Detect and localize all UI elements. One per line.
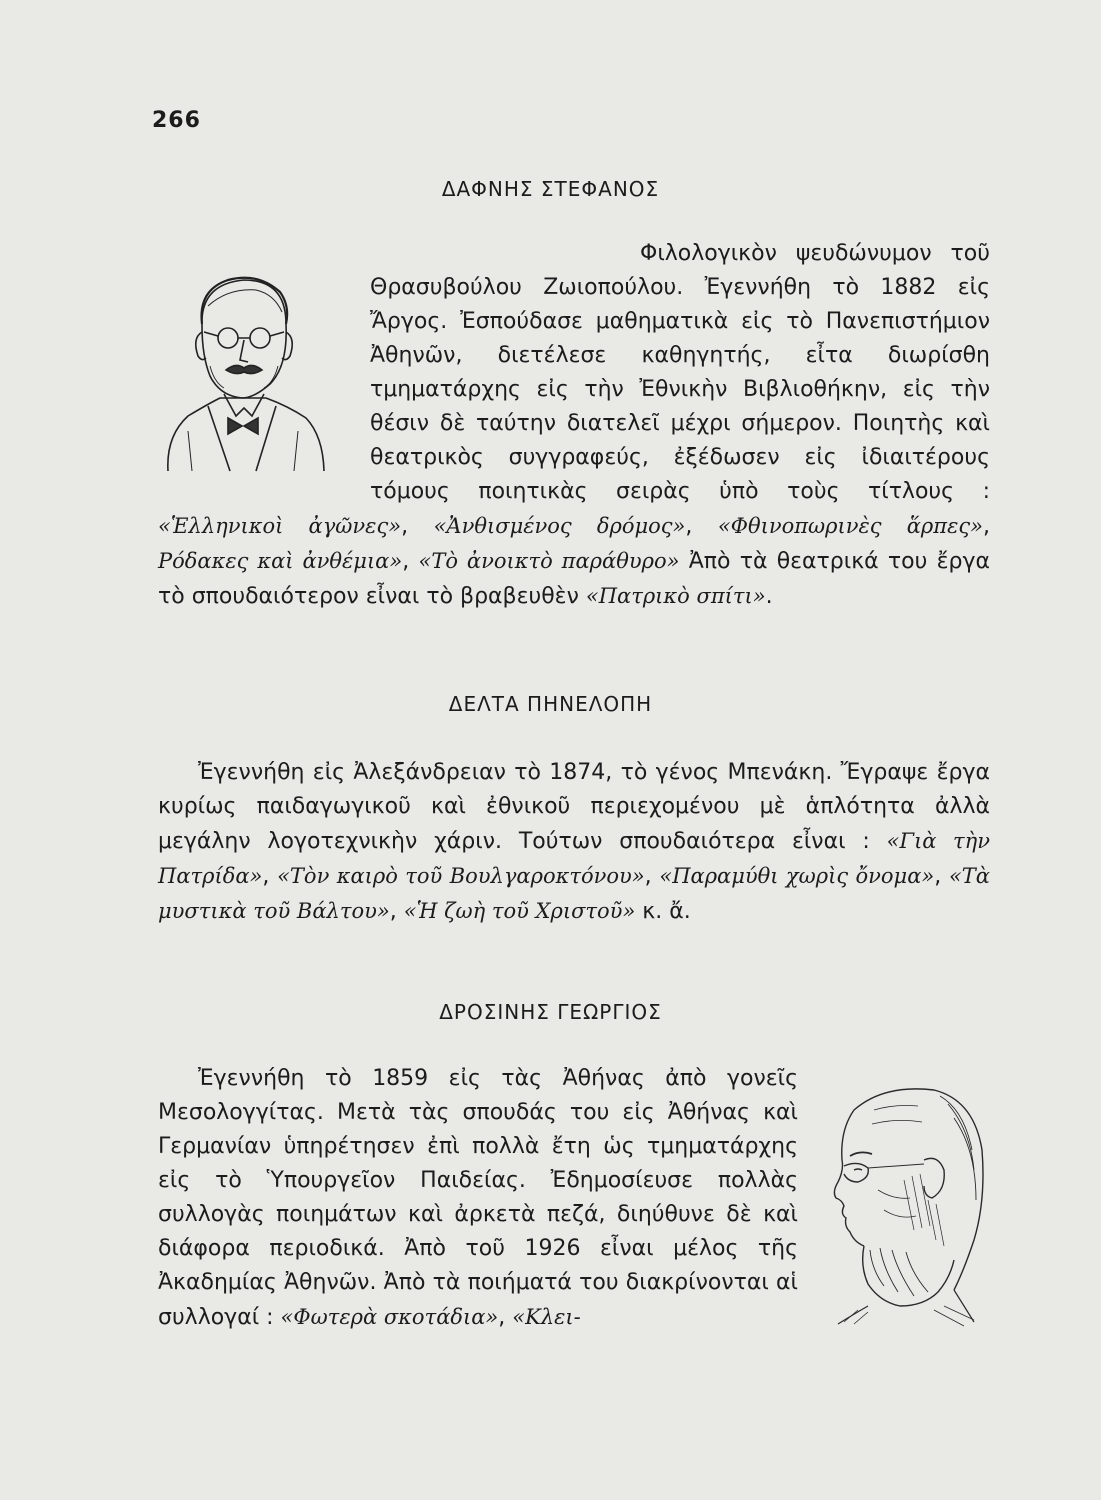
entry-text: Ἐγεννήθη τὸ 1859 εἰς τὰς Ἀθήνας ἀπὸ γονεῖς Μεσολογγίτας. Μετὰ τὰς σπουδάς του εἰς Ἀθήνας καὶ Γερμανίαν ὑπηρέτησεν ἐπὶ πολλὰ ἔτη ὡς τμηματάρχης εἰς τὸ Ὑπουργεῖον Παιδείας. Ἐδημοσίευσε πολλὰς συλλογὰς ποιημάτων καὶ ἀρκετὰ πεζά, διηύθυνε δὲ καὶ διάφορα περιοδικά. Ἀπὸ τοῦ 1926 εἶναι μέλος τῆς Ἀκαδημίας Ἀθηνῶν. Ἀπὸ τὰ ποιήματά του διακρίνονται αἱ συλλογαί : <box>158 1066 798 1330</box>
entry-text: κ. ἄ. <box>635 899 691 924</box>
separator: , <box>262 864 278 889</box>
book-title: «Ἑλληνικοὶ ἀγῶνες» <box>158 514 402 538</box>
entry-heading-drosinis: ΔΡΟΣΙΝΗΣ ΓΕΩΡΓΙΟΣ <box>439 1000 662 1024</box>
book-title: «Τὸν καιρὸ τοῦ Βουλγαροκτόνου» <box>277 864 645 888</box>
entry-body-drosinis <box>158 1062 798 1335</box>
separator: , <box>389 899 404 924</box>
play-title: «Πατρικὸ σπίτι» <box>585 584 766 608</box>
separator: , <box>644 864 660 889</box>
entry-text: Φιλολογικὸν ψευδώνυμον τοῦ Θρασυβούλου Ζωιοπούλου. Ἐγεννήθη τὸ 1882 εἰς Ἄργος. Ἐσπούδασε μαθηματικὰ εἰς τὸ Πανεπιστήμιον Ἀθηνῶν, διετέλεσε καθηγητής, εἶτα διωρίσθη τμηματάρχης εἰς τὴν Ἐθνικὴν Βιβλιοθήκην, εἰς τὴν θέσιν δὲ ταύτην διατελεῖ μέχρι σήμερον. Ποιητὴς καὶ θεατρικὸς συγγραφεύς, ἐξέδωσεν εἰς ἰδιαιτέρους τόμους ποιητικὰς σειρὰς ὑπὸ τοὺς τίτλους : <box>370 241 990 504</box>
entry-body-delta <box>158 756 990 929</box>
separator: , <box>402 549 419 574</box>
book-title: «Φωτερὰ σκοτάδια» <box>280 1305 499 1329</box>
entry-heading-dafnis: ΔΑΦΝΗΣ ΣΤΕΦΑΝΟΣ <box>441 177 660 201</box>
entry-text: . <box>765 584 773 609</box>
separator: , <box>982 514 990 539</box>
page-number: 266 <box>152 108 201 133</box>
portrait-old-man-profile-icon <box>814 1070 994 1330</box>
portrait-wrap-space <box>158 237 370 503</box>
separator: , <box>685 514 718 539</box>
book-title: «Κλει- <box>512 1305 581 1329</box>
book-title: «Τὸ ἀνοικτὸ παράθυρο» <box>418 549 680 573</box>
book-title: «Γιὰ τὴν Πατρίδα» <box>158 829 990 888</box>
book-title: «Ἡ ζωὴ τοῦ Χριστοῦ» <box>403 899 636 923</box>
book-title: «Τὰ μυστικὰ τοῦ Βάλτου» <box>158 864 990 923</box>
separator: , <box>934 864 949 889</box>
entry-text: Ἐγεννήθη εἰς Ἀλεξάνδρειαν τὸ 1874, τὸ γένος Μπενάκη. Ἔγραψε ἔργα κυρίως παιδαγωγικοῦ καὶ ἐθνικοῦ περιεχομένου μὲ ἁπλότητα ἀλλὰ μεγάλην λογοτεχνικὴν χάριν. Τούτων σπουδαιότερα εἶναι : <box>158 760 990 854</box>
book-title: «Παραμύθι χωρὶς ὄνομα» <box>659 864 935 888</box>
separator: , <box>498 1305 513 1330</box>
entry-heading-delta: ΔΕΛΤΑ ΠΗΝΕΛΟΠΗ <box>448 692 653 716</box>
entry-text: Ἀπὸ τὰ θεατρικά του ἔργα τὸ σπουδαιότερον εἶναι τὸ βραβευθὲν <box>158 549 990 609</box>
book-title: «Ἀνθισμένος δρόμος» <box>433 514 686 538</box>
book-title: «Φθινοπωρινὲς ἅρπες» <box>717 514 983 538</box>
entry-body-dafnis <box>158 237 990 614</box>
separator: , <box>401 514 434 539</box>
book-title: Ρόδακες καὶ ἀνθέμια» <box>158 549 403 573</box>
